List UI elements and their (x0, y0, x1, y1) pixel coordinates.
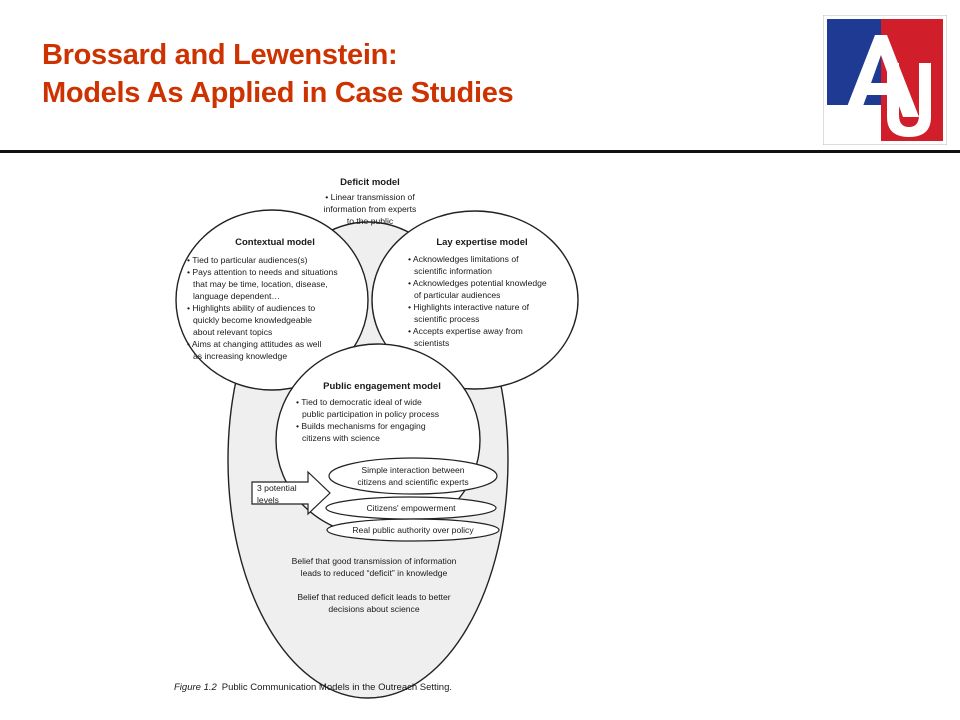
caption-text: Public Communication Models in the Outreach Setting. (221, 682, 453, 693)
communication-models-diagram (160, 160, 620, 700)
belief-2-line-2: decisions about science (328, 604, 420, 614)
title-line-1: Brossard and Lewenstein: (42, 39, 398, 71)
contextual-line-6: quickly become knowledgeable (193, 315, 312, 325)
lay-line-6: scientific process (414, 314, 480, 324)
engagement-line-4: citizens with science (302, 433, 380, 443)
contextual-line-7: about relevant topics (193, 327, 273, 337)
lay-line-4: of particular audiences (414, 290, 501, 300)
level-1-line-2: citizens and scientific experts (357, 477, 469, 487)
level-1-line-1: Simple interaction between (361, 465, 465, 475)
deficit-line-3: to the public (346, 216, 394, 226)
figure-caption (174, 682, 452, 693)
belief-1-line-2: leads to reduced “deficit” in knowledge (300, 568, 448, 578)
lay-line-7: • Accepts expertise away from (408, 326, 523, 336)
contextual-line-5: • Highlights ability of audiences to (187, 303, 316, 313)
contextual-line-3: that may be time, location, disease, (193, 279, 328, 289)
deficit-heading: Deficit model (340, 177, 400, 188)
lay-line-1: • Acknowledges limitations of (408, 254, 519, 264)
level-1-ellipse (329, 458, 497, 494)
title-line-2: Models As Applied in Case Studies (42, 77, 514, 109)
contextual-line-9: as increasing knowledge (193, 351, 288, 361)
american-university-logo (823, 15, 947, 145)
lay-line-5: • Highlights interactive nature of (408, 302, 529, 312)
lay-line-3: • Acknowledges potential knowledge (408, 278, 547, 288)
deficit-line-1: • Linear transmission of (325, 192, 415, 202)
engagement-heading: Public engagement model (323, 381, 441, 392)
arrow-label-2: levels (257, 495, 279, 505)
title-divider (0, 150, 960, 153)
arrow-label-1: 3 potential (257, 483, 297, 493)
engagement-line-1: • Tied to democratic ideal of wide (296, 397, 422, 407)
level-2-label: Citizens' empowerment (366, 503, 456, 513)
contextual-heading: Contextual model (235, 237, 315, 248)
slide-title (42, 36, 513, 112)
deficit-line-2: information from experts (323, 204, 417, 214)
contextual-line-2: • Pays attention to needs and situations (187, 267, 338, 277)
belief-2-line-1: Belief that reduced deficit leads to better (297, 592, 451, 602)
lay-line-8: scientists (414, 338, 450, 348)
contextual-line-8: • Aims at changing attitudes as well (187, 339, 322, 349)
contextual-line-4: language dependent… (193, 291, 280, 301)
caption-label: Figure 1.2 (174, 682, 217, 693)
lay-line-2: scientific information (414, 266, 492, 276)
engagement-line-3: • Builds mechanisms for engaging (296, 421, 426, 431)
lay-heading: Lay expertise model (436, 237, 528, 248)
belief-1-line-1: Belief that good transmission of information (291, 556, 457, 566)
contextual-line-1: • Tied to particular audiences(s) (187, 255, 308, 265)
engagement-line-2: public participation in policy process (302, 409, 440, 419)
level-3-label: Real public authority over policy (352, 525, 474, 535)
